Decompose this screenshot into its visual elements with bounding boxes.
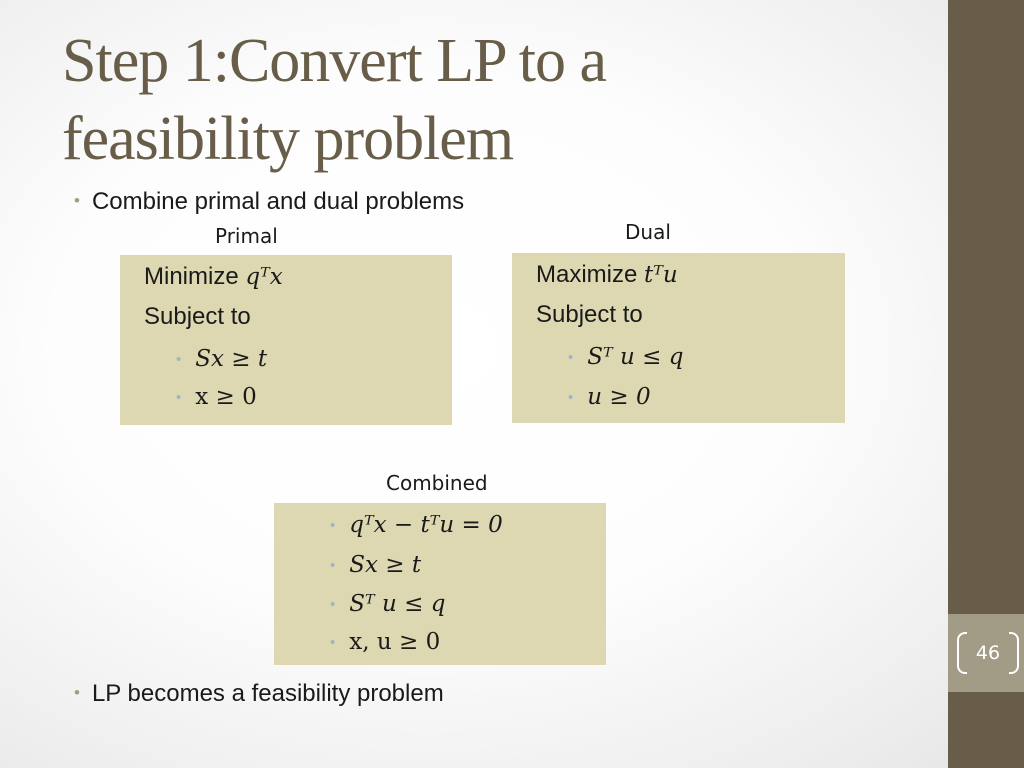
- bullet-text: LP becomes a feasibility problem: [91, 680, 444, 707]
- combined-constraint: • qᵀx − tᵀu = 0: [330, 512, 503, 538]
- dual-box: [512, 253, 845, 423]
- dual-objective-expr: tᵀu: [644, 262, 678, 288]
- page-number-badge: [957, 632, 1019, 678]
- sub-bullet-icon: •: [330, 634, 336, 651]
- combined-constraint: • Sᵀ u ≤ q: [330, 591, 446, 617]
- sub-bullet-icon: •: [330, 557, 336, 574]
- primal-objective-word: Minimize: [144, 263, 239, 290]
- combined-constraint: • x, u ≥ 0: [330, 629, 441, 655]
- sub-bullet-icon: •: [176, 389, 182, 406]
- primal-objective: [144, 263, 283, 291]
- dual-subject-to: Subject to: [536, 301, 643, 328]
- primal-caption: Primal: [215, 224, 278, 248]
- dual-constraint: • u ≥ 0: [568, 384, 651, 410]
- page-number: 46: [975, 642, 1001, 664]
- combined-constraint: • Sx ≥ t: [330, 552, 422, 578]
- dual-caption: Dual: [625, 220, 671, 244]
- combined-caption: Combined: [386, 471, 488, 495]
- bullet-text: Combine primal and dual problems: [91, 188, 465, 215]
- sub-bullet-icon: •: [330, 517, 336, 534]
- combined-box: [274, 503, 606, 665]
- primal-subject-to: Subject to: [144, 303, 251, 330]
- slide-title: Step 1:Convert LP to a feasibility problem: [62, 27, 606, 173]
- primal-constraint: • x ≥ 0: [176, 384, 257, 410]
- primal-objective-expr: qᵀx: [245, 264, 283, 290]
- sub-bullet-icon: •: [176, 351, 182, 368]
- bullet-item: [74, 188, 464, 216]
- dual-objective-word: Maximize: [536, 261, 638, 288]
- primal-constraint: • Sx ≥ t: [176, 346, 268, 372]
- sub-bullet-icon: •: [330, 596, 336, 613]
- dual-objective: [536, 261, 678, 289]
- bullet-icon: •: [74, 683, 80, 702]
- dual-constraint: • Sᵀ u ≤ q: [568, 344, 684, 370]
- bullet-icon: •: [74, 191, 80, 210]
- bullet-item: [74, 680, 444, 708]
- sub-bullet-icon: •: [568, 389, 574, 406]
- sub-bullet-icon: •: [568, 349, 574, 366]
- primal-box: [120, 255, 452, 425]
